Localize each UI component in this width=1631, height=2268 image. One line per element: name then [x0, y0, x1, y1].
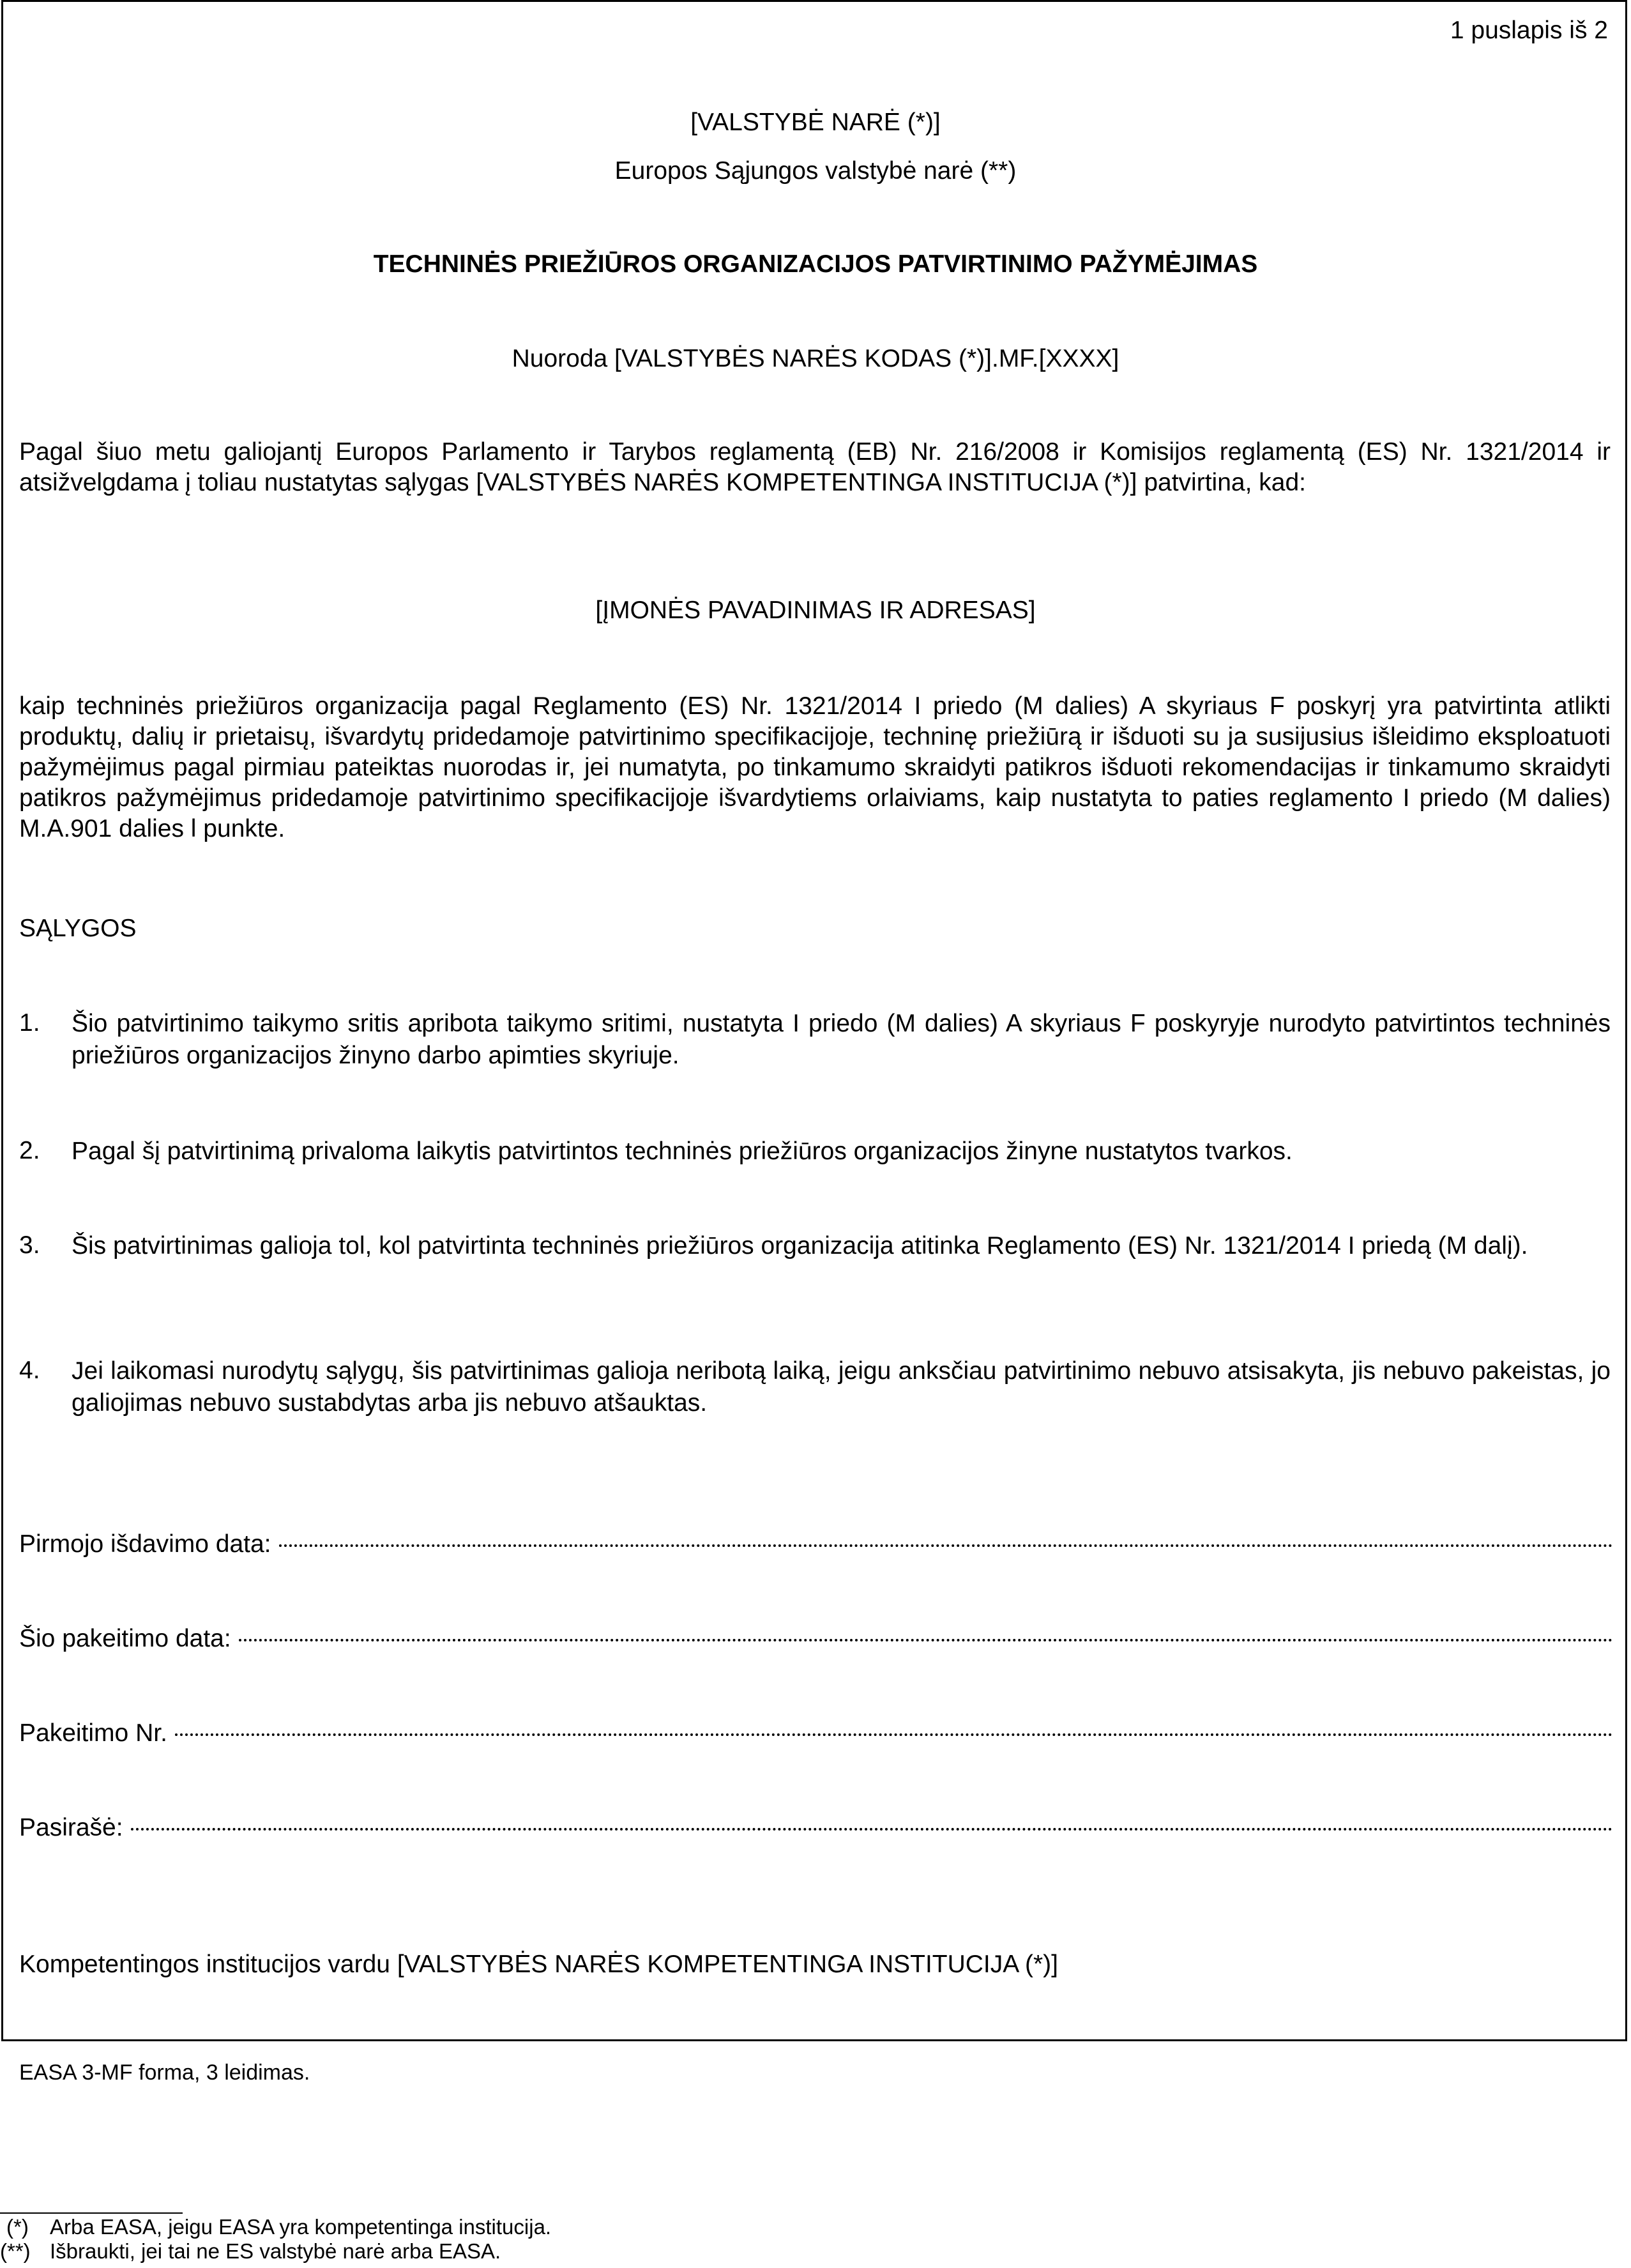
condition-2-number: 2.: [19, 1137, 40, 1164]
member-state-heading: [VALSTYBĖ NARĖ (*)]: [690, 109, 941, 136]
intro-paragraph: Pagal šiuo metu galiojantį Europos Parlamento ir Tarybos reglamentą (EB) Nr. 216/2008 ir Komisijos reglamentą (ES) Nr. 1321/2014 ir atsižvelgdama į toliau nustatytas sąlygas [VALSTYBĖS NARĖS KOMPETENTINGA INSTITUCIJA (*)] patvirtina, kad:: [19, 438, 1611, 496]
certificate-title: TECHNINĖS PRIEŽIŪROS ORGANIZACIJOS PATVIRTINIMO PAŽYMĖJIMAS: [373, 250, 1258, 278]
footnote-2-text: Išbraukti, jei tai ne ES valstybė narė arba EASA.: [50, 2239, 501, 2263]
revision-date-label: Šio pakeitimo data:: [19, 1625, 231, 1652]
reference-line: Nuoroda [VALSTYBĖS NARĖS KODAS (*)].MF.[XXXX]: [512, 345, 1119, 372]
company-placeholder: [ĮMONĖS PAVADINIMAS IR ADRESAS]: [595, 597, 1036, 624]
revision-number-label: Pakeitimo Nr.: [19, 1719, 167, 1747]
revision-number-line[interactable]: [175, 1733, 1613, 1736]
signature-label: Pasirašė:: [19, 1814, 123, 1841]
footnote-2-mark: (**): [0, 2239, 31, 2263]
condition-1-number: 1.: [19, 1009, 40, 1037]
condition-3-text: Šis patvirtinimas galioja tol, kol patvirtinta techninės priežiūros organizacija atitinka Reglamento (ES) Nr. 1321/2014 I priedą (M dalį).: [72, 1232, 1528, 1260]
footnote-1-mark: (*): [6, 2215, 29, 2239]
conditions-heading: SĄLYGOS: [19, 915, 137, 942]
condition-3-number: 3.: [19, 1231, 40, 1259]
revision-date-line[interactable]: [239, 1639, 1613, 1641]
first-issue-date-label: Pirmojo išdavimo data:: [19, 1530, 271, 1558]
condition-4-number: 4.: [19, 1357, 40, 1384]
revision-number-field[interactable]: [19, 1719, 1613, 1747]
signature-line[interactable]: [131, 1828, 1613, 1830]
condition-2-text: Pagal šį patvirtinimą privaloma laikytis patvirtintos techninės priežiūros organizacijos žinyne nustatytos tvarkos.: [72, 1138, 1293, 1165]
footnote-separator: [0, 2212, 183, 2214]
approval-paragraph: kaip techninės priežiūros organizacija pagal Reglamento (ES) Nr. 1321/2014 I priedo (M dalies) A skyriaus F poskyrį yra patvirtinta atlikti produktų, dalių ir prietaisų, išvardytų pridedamoje patvirtinimo specifikacijoje, techninę priežiūrą ir išduoti su ja susijusius išleidimo eksploatuoti pažymėjimus pagal pirmiau pateiktas nuorodas ir, jei numatyta, po tinkamumo skraidyti patikros išduoti rekomendacijas ir tinkamumo skraidyti patikros pažymėjimus pridedamoje patvirtinimo specifikacijoje išvardytiems orlaiviams, kaip nustatyta to paties reglamento I priedo (M dalies) M.A.901 dalies l punkte.: [19, 692, 1611, 842]
first-issue-date-field[interactable]: [19, 1530, 1613, 1558]
page-indicator: 1 puslapis iš 2: [1450, 17, 1608, 44]
revision-date-field[interactable]: [19, 1625, 1613, 1653]
authority-line: Kompetentingos institucijos vardu [VALSTYBĖS NARĖS KOMPETENTINGA INSTITUCIJA (*)]: [19, 1951, 1058, 1978]
signature-field[interactable]: [19, 1814, 1613, 1842]
condition-1-text: Šio patvirtinimo taikymo sritis apribota taikymo sritimi, nustatyta I priedo (M dalies) A skyriaus F poskyryje nurodyto patvirtintos techninės priežiūros organizacijos žinyno darbo apimties skyriuje.: [72, 1010, 1611, 1069]
eu-member-state-heading: Europos Sąjungos valstybė narė (**): [614, 157, 1017, 185]
form-identifier: EASA 3-MF forma, 3 leidimas.: [19, 2060, 310, 2085]
footnote-1-text: Arba EASA, jeigu EASA yra kompetentinga institucija.: [50, 2215, 552, 2239]
first-issue-date-line[interactable]: [279, 1544, 1614, 1547]
condition-4-text: Jei laikomasi nurodytų sąlygų, šis patvirtinimas galioja neribotą laiką, jeigu anksčiau patvirtinimo nebuvo atsisakyta, jis nebuvo pakeistas, jo galiojimas nebuvo sustabdytas arba jis nebuvo atšauktas.: [72, 1357, 1611, 1417]
